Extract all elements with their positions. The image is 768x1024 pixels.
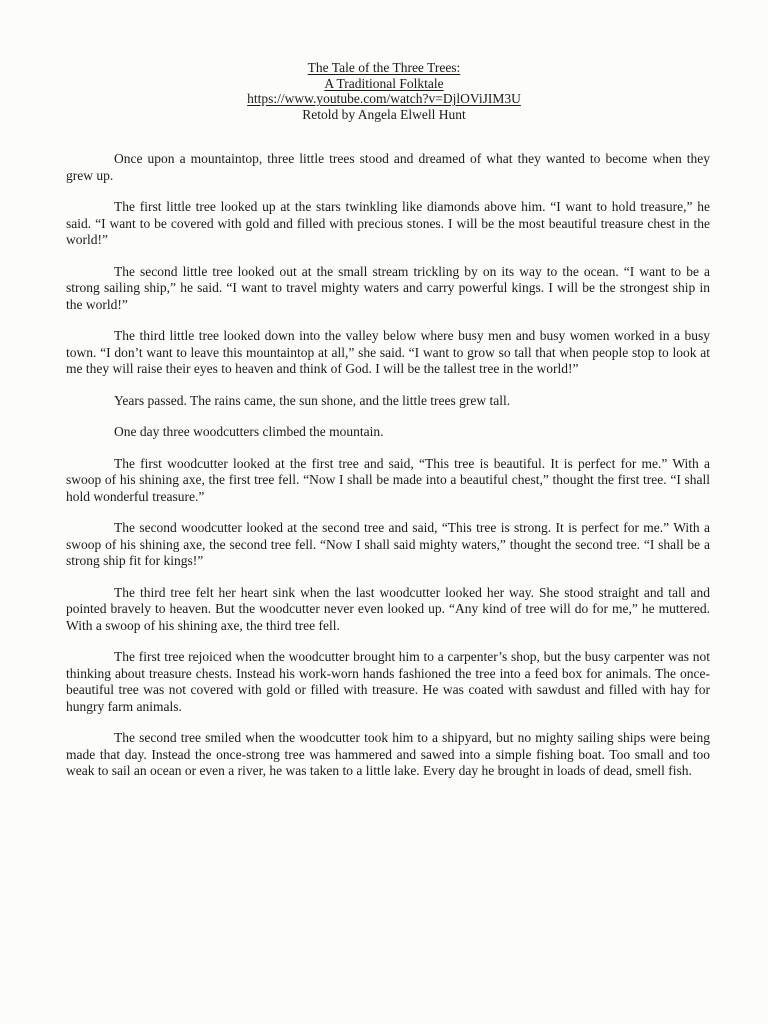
- paragraph-4: The third little tree looked down into the valley below where busy men and busy women worked in a busy town. “I don’t want to leave this mountaintop at all,” she said. “I want to grow so tall that when people stop to look at me they will raise their eyes to heaven and think of God. I will be the tallest tree in the world!”: [66, 328, 710, 376]
- author-credit: Retold by Angela Elwell Hunt: [302, 106, 466, 122]
- paragraph-6: One day three woodcutters climbed the mountain.: [114, 424, 384, 439]
- paragraph-3: The second little tree looked out at the small stream trickling by on its way to the ocean. “I want to be a strong sailing ship,” he said. “I want to travel mighty waters and carry powerful kings. I will be the strongest ship in the world!”: [66, 263, 710, 312]
- paragraph-2: The first little tree looked up at the stars twinkling like diamonds above him. “I want to hold treasure,” he said. “I want to be covered with gold and filled with precious stones. I will be the most beautiful treasure chest in the world!”: [66, 199, 710, 247]
- document-title: The Tale of the Three Trees:: [307, 60, 461, 75]
- source-url: https://www.youtube.com/watch?v=DjlOViJIM3U: [247, 91, 521, 106]
- story-body: [66, 151, 710, 795]
- paragraph-11: The second tree smiled when the woodcutter took him to a shipyard, but no mighty sailing ships were being made that day. Instead the once-strong tree was hammered and sawed into a simple fishing boat. Too small and too weak to sail an ocean or even a river, he was taken to a little lake. Every day he brought in loads of dead, smell fish.: [66, 730, 710, 778]
- paragraph-8: The second woodcutter looked at the second tree and said, “This tree is strong. It is perfect for me.” With a swoop of his shining axe, the second tree fell. “Now I shall said mighty waters,” thought the second tree. “I shall be a strong ship fit for kings!”: [66, 520, 710, 568]
- document-subtitle: A Traditional Folktale: [324, 75, 444, 91]
- paragraph-5: Years passed. The rains came, the sun shone, and the little trees grew tall.: [114, 392, 511, 408]
- paragraph-7: The first woodcutter looked at the first tree and said, “This tree is beautiful. It is perfect for me.” With a swoop of his shining axe, the first tree fell. “Now I shall be made into a beautiful chest,” thought the first tree. “I shall hold wonderful treasure.”: [66, 455, 710, 504]
- paragraph-1: Once upon a mountaintop, three little trees stood and dreamed of what they wanted to become when they grew up.: [66, 151, 710, 183]
- paragraph-10: The first tree rejoiced when the woodcutter brought him to a carpenter’s shop, but the busy carpenter was not thinking about treasure chests. Instead his work-worn hands fashioned the tree into a feed box for animals. The once-beautiful tree was not covered with gold or filled with treasure. He was coated with sawdust and filled with hay for hungry farm animals.: [66, 649, 710, 714]
- document-header: [0, 60, 768, 122]
- paragraph-9: The third tree felt her heart sink when the last woodcutter looked her way. She stood straight and tall and pointed bravely to heaven. But the woodcutter never even looked up. “Any kind of tree will do for me,” he muttered. With a swoop of his shining axe, the third tree fell.: [66, 584, 710, 633]
